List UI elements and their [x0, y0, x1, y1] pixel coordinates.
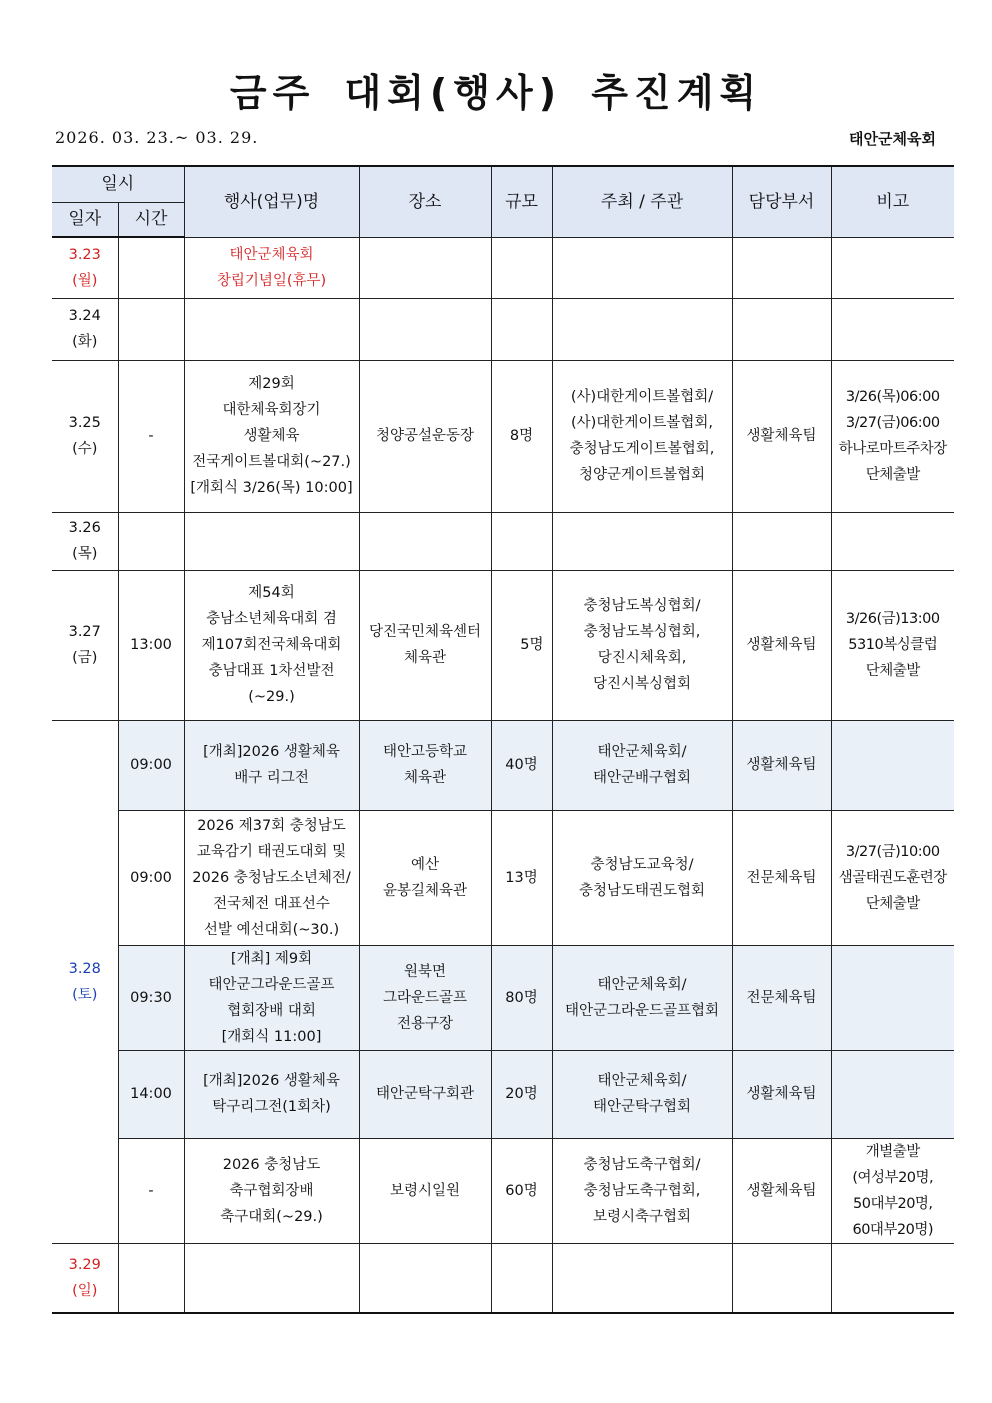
- note-cell: 3/26(금)13:00 5310복싱클럽 단체출발: [831, 570, 954, 720]
- scale-cell: [491, 1243, 552, 1313]
- place-cell: 청양공설운동장: [359, 360, 491, 512]
- time-cell: 13:00: [118, 570, 184, 720]
- place-cell: 태안군탁구회관: [359, 1050, 491, 1138]
- host-cell: [552, 237, 732, 298]
- place-cell: 예산 윤봉길체육관: [359, 810, 491, 945]
- time-cell: 14:00: [118, 1050, 184, 1138]
- host-cell: (사)대한게이트볼협회/ (사)대한게이트볼협회, 충청남도게이트볼협회, 청양군게이트볼협회: [552, 360, 732, 512]
- org-name: 태안군체육회: [849, 130, 936, 148]
- host-cell: 태안군체육회/ 태안군배구협회: [552, 720, 732, 810]
- dept-cell: 생활체육팀: [732, 720, 831, 810]
- scale-cell: 8명: [491, 360, 552, 512]
- event-cell: 태안군체육회 창립기념일(휴무): [184, 237, 359, 298]
- table-row: [52, 1243, 954, 1313]
- place-cell: [359, 237, 491, 298]
- event-cell: 제54회 충남소년체육대회 겸 제107회전국체육대회 충남대표 1차선발전(~29.): [184, 570, 359, 720]
- scale-cell: [491, 298, 552, 360]
- dept-cell: [732, 1243, 831, 1313]
- date-cell: 3.29 (일): [52, 1243, 118, 1313]
- date-cell: 3.28 (토): [52, 720, 118, 1243]
- table-row: [52, 570, 954, 720]
- place-cell: [359, 298, 491, 360]
- dept-cell: [732, 298, 831, 360]
- scale-cell: 60명: [491, 1138, 552, 1243]
- table-row: [52, 298, 954, 360]
- table-row: [52, 945, 954, 1050]
- place-cell: [359, 1243, 491, 1313]
- host-cell: [552, 1243, 732, 1313]
- note-cell: [831, 720, 954, 810]
- date-cell: 3.24 (화): [52, 298, 118, 360]
- event-cell: 2026 제37회 충청남도 교육감기 태권도대회 및 2026 충청남도소년체전/ 전국체전 대표선수 선발 예선대회(~30.): [184, 810, 359, 945]
- header-host: 주최 / 주관: [552, 166, 732, 237]
- date-cell: 3.27 (금): [52, 570, 118, 720]
- event-cell: 2026 충청남도 축구협회장배 축구대회(~29.): [184, 1138, 359, 1243]
- scale-cell: 5명: [491, 570, 552, 720]
- dept-cell: 생활체육팀: [732, 360, 831, 512]
- table-row: [52, 360, 954, 512]
- host-cell: 태안군체육회/ 태안군탁구협회: [552, 1050, 732, 1138]
- header-time: 시간: [118, 202, 184, 237]
- note-cell: [831, 945, 954, 1050]
- time-cell: 09:00: [118, 810, 184, 945]
- host-cell: [552, 298, 732, 360]
- scale-cell: 13명: [491, 810, 552, 945]
- note-cell: [831, 1243, 954, 1313]
- time-cell: [118, 1243, 184, 1313]
- header-note: 비고: [831, 166, 954, 237]
- event-cell: 제29회 대한체육회장기 생활체육 전국게이트볼대회(~27.) [개회식 3/26(목) 10:00]: [184, 360, 359, 512]
- event-cell: [184, 298, 359, 360]
- dept-cell: 생활체육팀: [732, 1138, 831, 1243]
- header-schedule: 일시: [52, 166, 184, 202]
- table-row: [52, 1138, 954, 1243]
- table-row: [52, 512, 954, 570]
- scale-cell: [491, 237, 552, 298]
- host-cell: [552, 512, 732, 570]
- dept-cell: [732, 512, 831, 570]
- place-cell: 보령시일원: [359, 1138, 491, 1243]
- date-cell: 3.25 (수): [52, 360, 118, 512]
- note-cell: 3/26(목)06:00 3/27(금)06:00 하나로마트주차장 단체출발: [831, 360, 954, 512]
- page-title: 금주 대회(행사) 추진계획: [229, 71, 763, 115]
- place-cell: 원북면 그라운드골프 전용구장: [359, 945, 491, 1050]
- time-cell: -: [118, 1138, 184, 1243]
- place-cell: [359, 512, 491, 570]
- time-cell: 09:00: [118, 720, 184, 810]
- dept-cell: 생활체육팀: [732, 570, 831, 720]
- time-cell: [118, 237, 184, 298]
- note-cell: [831, 298, 954, 360]
- event-cell: [개최] 제9회 태안군그라운드골프 협회장배 대회 [개회식 11:00]: [184, 945, 359, 1050]
- scale-cell: 80명: [491, 945, 552, 1050]
- host-cell: 태안군체육회/ 태안군그라운드골프협회: [552, 945, 732, 1050]
- header-place: 장소: [359, 166, 491, 237]
- time-cell: 09:30: [118, 945, 184, 1050]
- host-cell: 충청남도축구협회/ 충청남도축구협회, 보령시축구협회: [552, 1138, 732, 1243]
- event-cell: [184, 1243, 359, 1313]
- date-cell: 3.23 (월): [52, 237, 118, 298]
- header-event: 행사(업무)명: [184, 166, 359, 237]
- schedule-table: [52, 165, 954, 1314]
- time-cell: [118, 298, 184, 360]
- scale-cell: [491, 512, 552, 570]
- time-cell: -: [118, 360, 184, 512]
- host-cell: 충청남도복싱협회/ 충청남도복싱협회, 당진시체육회, 당진시복싱협회: [552, 570, 732, 720]
- place-cell: 태안고등학교 체육관: [359, 720, 491, 810]
- event-cell: [개최]2026 생활체육 탁구리그전(1회차): [184, 1050, 359, 1138]
- header-scale: 규모: [491, 166, 552, 237]
- note-cell: [831, 512, 954, 570]
- note-cell: 3/27(금)10:00 샘골태권도훈련장 단체출발: [831, 810, 954, 945]
- dept-cell: 생활체육팀: [732, 1050, 831, 1138]
- place-cell: 당진국민체육센터 체육관: [359, 570, 491, 720]
- note-cell: [831, 1050, 954, 1138]
- table-row: [52, 237, 954, 298]
- header-dept: 담당부서: [732, 166, 831, 237]
- date-cell: 3.26 (목): [52, 512, 118, 570]
- host-cell: 충청남도교육청/ 충청남도태권도협회: [552, 810, 732, 945]
- dept-cell: [732, 237, 831, 298]
- scale-cell: 40명: [491, 720, 552, 810]
- event-cell: [184, 512, 359, 570]
- dept-cell: 전문체육팀: [732, 945, 831, 1050]
- table-row: [52, 720, 954, 810]
- note-cell: 개별출발 (여성부20명, 50대부20명, 60대부20명): [831, 1138, 954, 1243]
- event-cell: [개최]2026 생활체육 배구 리그전: [184, 720, 359, 810]
- table-row: [52, 1050, 954, 1138]
- table-row: [52, 810, 954, 945]
- header-date: 일자: [52, 202, 118, 237]
- scale-cell: 20명: [491, 1050, 552, 1138]
- period-text: 2026. 03. 23.~ 03. 29.: [55, 128, 259, 147]
- dept-cell: 전문체육팀: [732, 810, 831, 945]
- time-cell: [118, 512, 184, 570]
- note-cell: [831, 237, 954, 298]
